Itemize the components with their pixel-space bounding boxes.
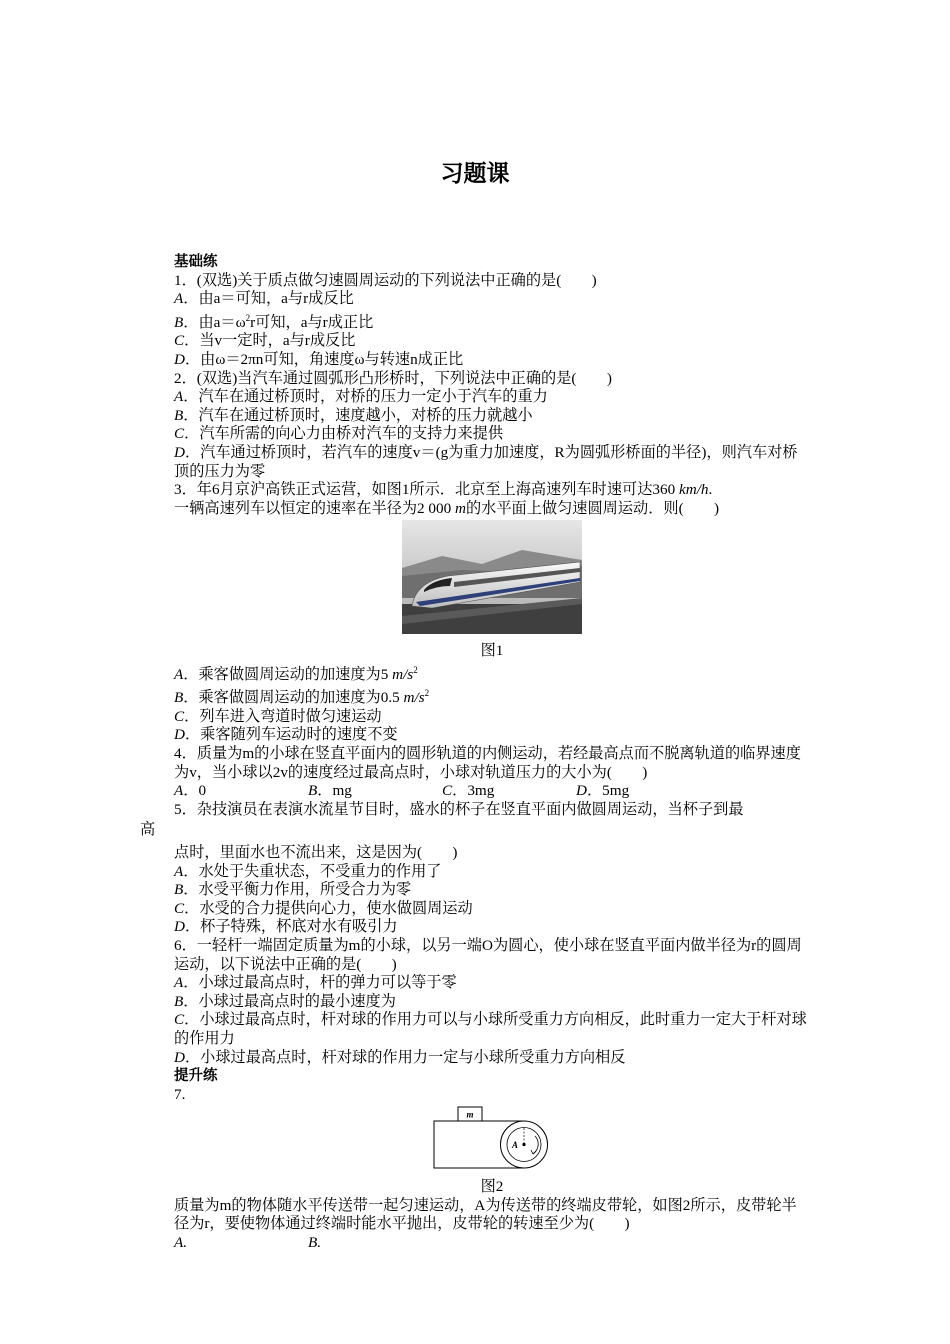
- option-letter: D: [174, 351, 185, 369]
- option-text: 杯子特殊，杯底对水有吸引力: [200, 918, 398, 936]
- option-dot: ．: [183, 406, 199, 424]
- q6-option-b: [174, 993, 810, 1012]
- option-dot: ．: [184, 1011, 200, 1029]
- option-letter: A: [174, 665, 184, 683]
- option-text: 小球过最高点时，杆对球的作用力可以与小球所受重力方向相反，此时重力一定大于杆对球的作用力: [174, 1011, 807, 1047]
- q3-option-b: [174, 684, 810, 708]
- option-dot: ．: [184, 1048, 201, 1066]
- q4-option-c: [442, 782, 576, 801]
- option-dot: ．: [184, 707, 200, 725]
- q1-number: 1．: [174, 271, 197, 289]
- option-text: 由a＝ω: [198, 313, 246, 331]
- q1-stem: [174, 272, 810, 291]
- q7-options: [174, 1234, 810, 1253]
- option-text: mg: [332, 782, 352, 800]
- option-dot: ．: [183, 388, 199, 406]
- option-letter: A: [174, 974, 184, 992]
- option-letter: A: [174, 388, 184, 406]
- unit: km/h: [678, 481, 709, 499]
- q7-stem: 质量为m的物体随水平传送带一起匀速运动，A为传送带的终端皮带轮，如图2所示，皮带轮半径为r，要使物体通过终端时能水平抛出，皮带轮的转速至少为( ): [174, 1196, 797, 1233]
- option-letter: C: [174, 1011, 185, 1029]
- option-letter: C: [174, 332, 185, 350]
- q5-option-a: [174, 863, 810, 882]
- option-letter: D: [174, 444, 185, 461]
- q3-option-a: [174, 661, 810, 685]
- option-letter: D: [174, 726, 185, 744]
- option-dot: ．: [184, 332, 200, 350]
- q2-text: 当汽车通过圆弧形凸形桥时，下列说法中正确的是( ): [237, 369, 612, 387]
- unit: m/s: [392, 665, 414, 683]
- option-text: 乘客随列车运动时的速度不变: [200, 726, 398, 744]
- q1-text: 关于质点做匀速圆周运动的下列说法中正确的是( ): [237, 271, 597, 289]
- option-dot: ．: [183, 974, 199, 992]
- option-text: 由ω＝2πn可知，角速度ω与转速n成正比: [200, 351, 464, 369]
- option-dot: ．: [184, 425, 200, 443]
- option-letter: C: [174, 707, 185, 725]
- q4-option-b: [308, 782, 442, 801]
- q3-stem-line1: [174, 481, 810, 500]
- option-text: 当v一定时，a与r成反比: [199, 332, 356, 350]
- option-dot: ．: [183, 689, 199, 707]
- q4-option-d: [576, 782, 629, 801]
- option-dot: ．: [184, 444, 201, 461]
- option-text: 水受的合力提供向心力，使水做圆周运动: [199, 899, 473, 917]
- q5-option-d: [174, 918, 810, 937]
- option-letter: B: [174, 689, 184, 707]
- q3-text: 的水平面上做匀速圆周运动．则( ): [465, 499, 720, 517]
- q2-stem: [174, 370, 810, 389]
- q4-options: [174, 782, 810, 801]
- unit: m/s: [403, 689, 425, 707]
- option-dot: ．: [183, 665, 199, 683]
- q7-option-a: A.: [174, 1233, 188, 1251]
- option-text: 水受平衡力作用，所受合力为零: [198, 881, 412, 899]
- option-letter: C: [442, 782, 453, 800]
- option-dot: ．: [317, 782, 333, 800]
- q4-stem: 4．质量为m的小球在竖直平面内的圆形轨道的内侧运动，若经最高点而不脱离轨道的临界速度为v，当小球以2v的速度经过最高点时，小球对轨道压力的大小为( ): [174, 745, 801, 781]
- option-dot: ．: [183, 881, 199, 899]
- section-advanced-heading: 提升练: [174, 1068, 218, 1085]
- q2-number: 2．: [174, 369, 197, 387]
- superscript: 2: [413, 664, 418, 675]
- option-letter: A: [174, 782, 184, 800]
- q7-number: 7.: [174, 1085, 186, 1103]
- exercise-content: [140, 253, 810, 1252]
- q6-option-a: [174, 974, 810, 993]
- option-letter: C: [174, 425, 185, 443]
- q2-option-a: [174, 388, 810, 407]
- figure-1-caption: 图1: [480, 641, 504, 659]
- q2-option-c: [174, 425, 810, 444]
- option-dot: ．: [452, 782, 468, 800]
- q3-option-c: [174, 708, 810, 727]
- option-letter: C: [174, 899, 185, 917]
- q5-stem-line2: 高: [140, 821, 156, 839]
- option-letter: B: [174, 313, 184, 331]
- option-dot: ．: [184, 899, 200, 917]
- option-text: 汽车在通过桥顶时，速度越小，对桥的压力就越小: [198, 406, 533, 424]
- q5-option-c: [174, 900, 810, 919]
- superscript: 2: [245, 312, 251, 323]
- option-text: 乘客做圆周运动的加速度为5: [198, 665, 393, 683]
- q3-option-d: [174, 726, 810, 745]
- option-text: 由a＝可知，a与r成反比: [198, 290, 354, 308]
- option-dot: ．: [184, 918, 201, 936]
- option-dot: ．: [184, 351, 201, 369]
- option-letter: B: [174, 406, 184, 424]
- q3-text: 一辆高速列车以恒定的速率在半径为2 000: [174, 499, 455, 517]
- q3-text: 3．年6月京沪高铁正式运营，如图1所示．北京至上海高速列车时速可达360: [174, 481, 679, 499]
- option-text: 汽车所需的向心力由桥对汽车的支持力来提供: [199, 425, 504, 443]
- unit: m: [454, 499, 466, 517]
- option-text: 小球过最高点时，杆的弹力可以等于零: [198, 974, 457, 992]
- option-letter: D: [174, 918, 185, 936]
- q6-stem: 6．一轻杆一端固定质量为m的小球，以另一端O为圆心，使小球在竖直平面内做半径为r的圆周运动，以下说法中正确的是( ): [174, 937, 802, 973]
- q2-tag: (双选): [196, 369, 238, 387]
- option-text: 水处于失重状态，不受重力的作用了: [198, 862, 442, 880]
- option-letter: B: [174, 881, 184, 899]
- option-text: 5mg: [602, 782, 630, 800]
- option-dot: ．: [183, 313, 199, 331]
- option-dot: ．: [183, 862, 199, 880]
- option-text: 汽车在通过桥顶时，对桥的压力一定小于汽车的重力: [198, 388, 548, 406]
- q6-option-d: [174, 1049, 810, 1068]
- option-dot: ．: [184, 726, 201, 744]
- option-text: 乘客做圆周运动的加速度为0.5: [198, 689, 404, 707]
- wheel-label: A: [512, 1140, 519, 1151]
- option-dot: ．: [586, 782, 603, 800]
- option-letter: A: [174, 290, 184, 308]
- section-basic-heading: 基础练: [174, 254, 218, 270]
- figure-2-caption: 图2: [480, 1177, 504, 1195]
- option-text: 0: [198, 782, 207, 800]
- q5-option-b: [174, 881, 810, 900]
- conveyor-belt-diagram: [432, 1106, 552, 1170]
- option-text: 小球过最高点时的最小速度为: [198, 992, 396, 1010]
- q5-stem-line1: 5．杂技演员在表演水流星节目时，盛水的杯子在竖直平面内做圆周运动，当杯子到最: [174, 800, 744, 818]
- q2-option-b: [174, 407, 810, 426]
- q4-option-a: [174, 782, 308, 801]
- figure-1: [174, 520, 810, 640]
- q1-option-b: [174, 309, 810, 333]
- option-text: r可知，a与r成正比: [250, 313, 374, 331]
- option-text: 列车进入弯道时做匀速运动: [199, 707, 382, 725]
- q7-option-b: B.: [308, 1233, 322, 1251]
- q5-stem-line3: 点时，里面水也不流出来，这是因为( ): [174, 844, 458, 862]
- box-label: m: [466, 1109, 474, 1120]
- figure-2: [174, 1106, 810, 1176]
- superscript: 2: [424, 688, 430, 699]
- q3-stem-line2: [174, 500, 810, 519]
- q6-option-c: [174, 1011, 810, 1048]
- option-text: 3mg: [467, 782, 495, 800]
- option-letter: A: [174, 862, 184, 880]
- q1-option-d: [174, 351, 810, 370]
- q1-option-c: [174, 332, 810, 351]
- option-dot: ．: [183, 992, 199, 1010]
- high-speed-train-image: [402, 520, 582, 634]
- option-letter: B: [174, 992, 184, 1010]
- q1-tag: (双选): [196, 271, 238, 289]
- option-letter: D: [174, 1048, 185, 1066]
- option-text: 汽车通过桥顶时，若汽车的速度v＝(g为重力加速度，R为圆弧形桥面的半径)，则汽车对桥顶的压力为零: [174, 444, 798, 480]
- option-dot: ．: [183, 290, 199, 308]
- q3-text: .: [708, 481, 713, 499]
- page-title: 习题课: [440, 161, 510, 187]
- option-letter: D: [576, 782, 587, 800]
- q2-option-d: [174, 444, 810, 481]
- option-text: 小球过最高点时，杆对球的作用力一定与小球所受重力方向相反: [200, 1048, 626, 1066]
- option-letter: B: [308, 782, 318, 800]
- q1-option-a: [174, 290, 810, 309]
- option-dot: ．: [183, 782, 199, 800]
